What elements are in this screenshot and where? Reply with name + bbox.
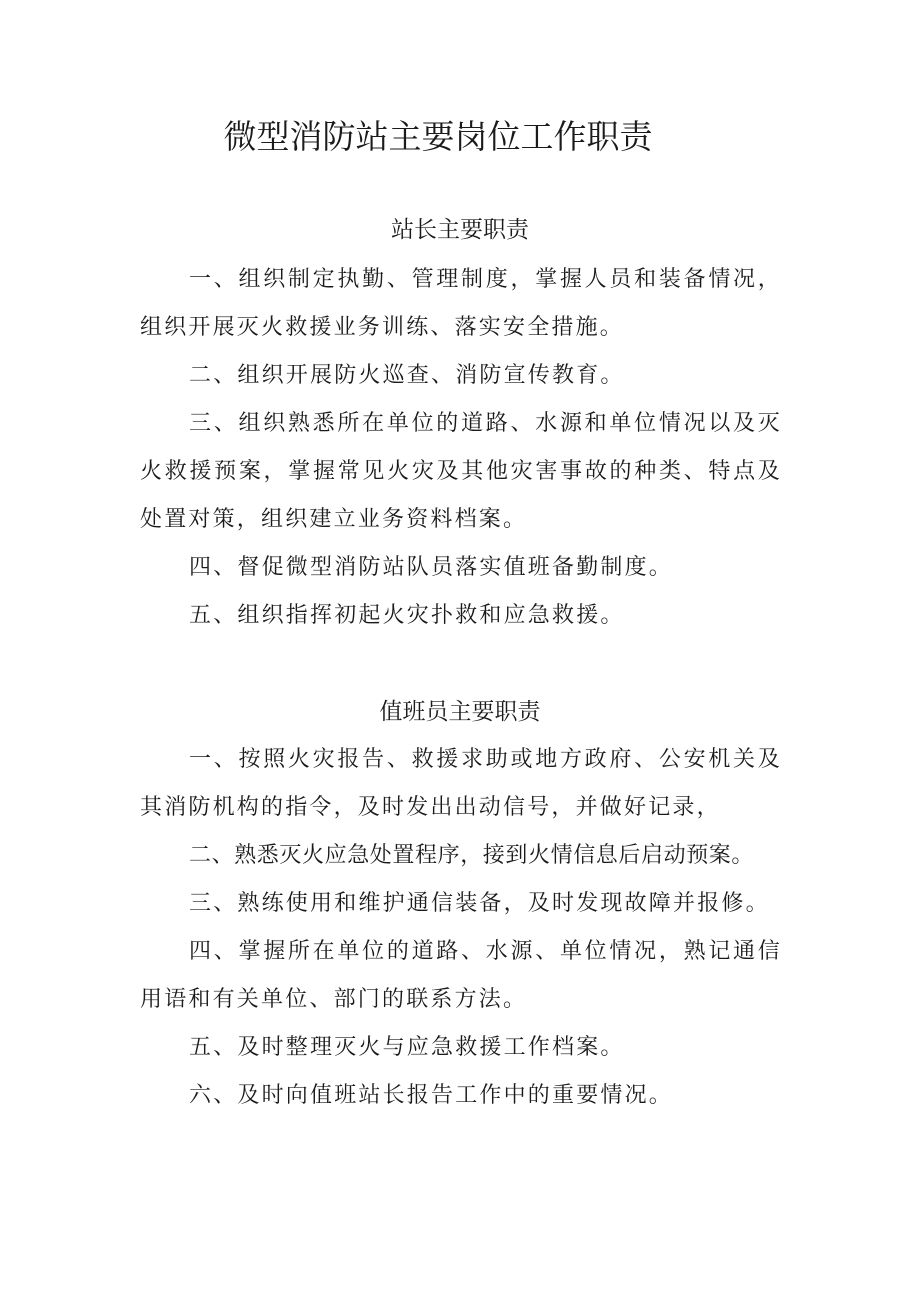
duty-officer-duty-2: 二、熟悉灭火应急处置程序，接到火情信息后启动预案。 [189,843,755,868]
duty-officer-duty-5: 五、及时整理灭火与应急救援工作档案。 [189,1035,625,1060]
station-chief-duty-4: 四、督促微型消防站队员落实值班备勤制度。 [189,555,674,580]
duty-officer-duty-1: 一、按照火灾报告、救援求助或地方政府、公安机关及其消防机构的指令，及时发出出动信号，并做好记录， [140,747,782,820]
duty-officer-duty-4: 四、掌握所在单位的道路、水源、单位情况，熟记通信用语和有关单位、部门的联系方法。 [140,939,782,1012]
section-heading-station-chief: 站长主要职责 [391,217,529,243]
station-chief-duty-3: 三、组织熟悉所在单位的道路、水源和单位情况以及灭火救援预案，掌握常见火灾及其他灾害事故的种类、特点及处置对策，组织建立业务资料档案。 [140,411,782,532]
station-chief-duty-2: 二、组织开展防火巡查、消防宣传教育。 [189,363,625,388]
duty-officer-duty-6: 六、及时向值班站长报告工作中的重要情况。 [189,1083,674,1108]
document-title: 微型消防站主要岗位工作职责 [223,117,653,156]
duty-officer-duty-3: 三、熟练使用和维护通信装备，及时发现故障并报修。 [189,891,770,916]
section-heading-duty-officer: 值班员主要职责 [379,699,541,725]
station-chief-duty-5: 五、组织指挥初起火灾扑救和应急救援。 [189,603,625,628]
station-chief-duty-1: 一、组织制定执勤、管理制度，掌握人员和装备情况，组织开展灭火救援业务训练、落实安全措施。 [140,267,782,340]
